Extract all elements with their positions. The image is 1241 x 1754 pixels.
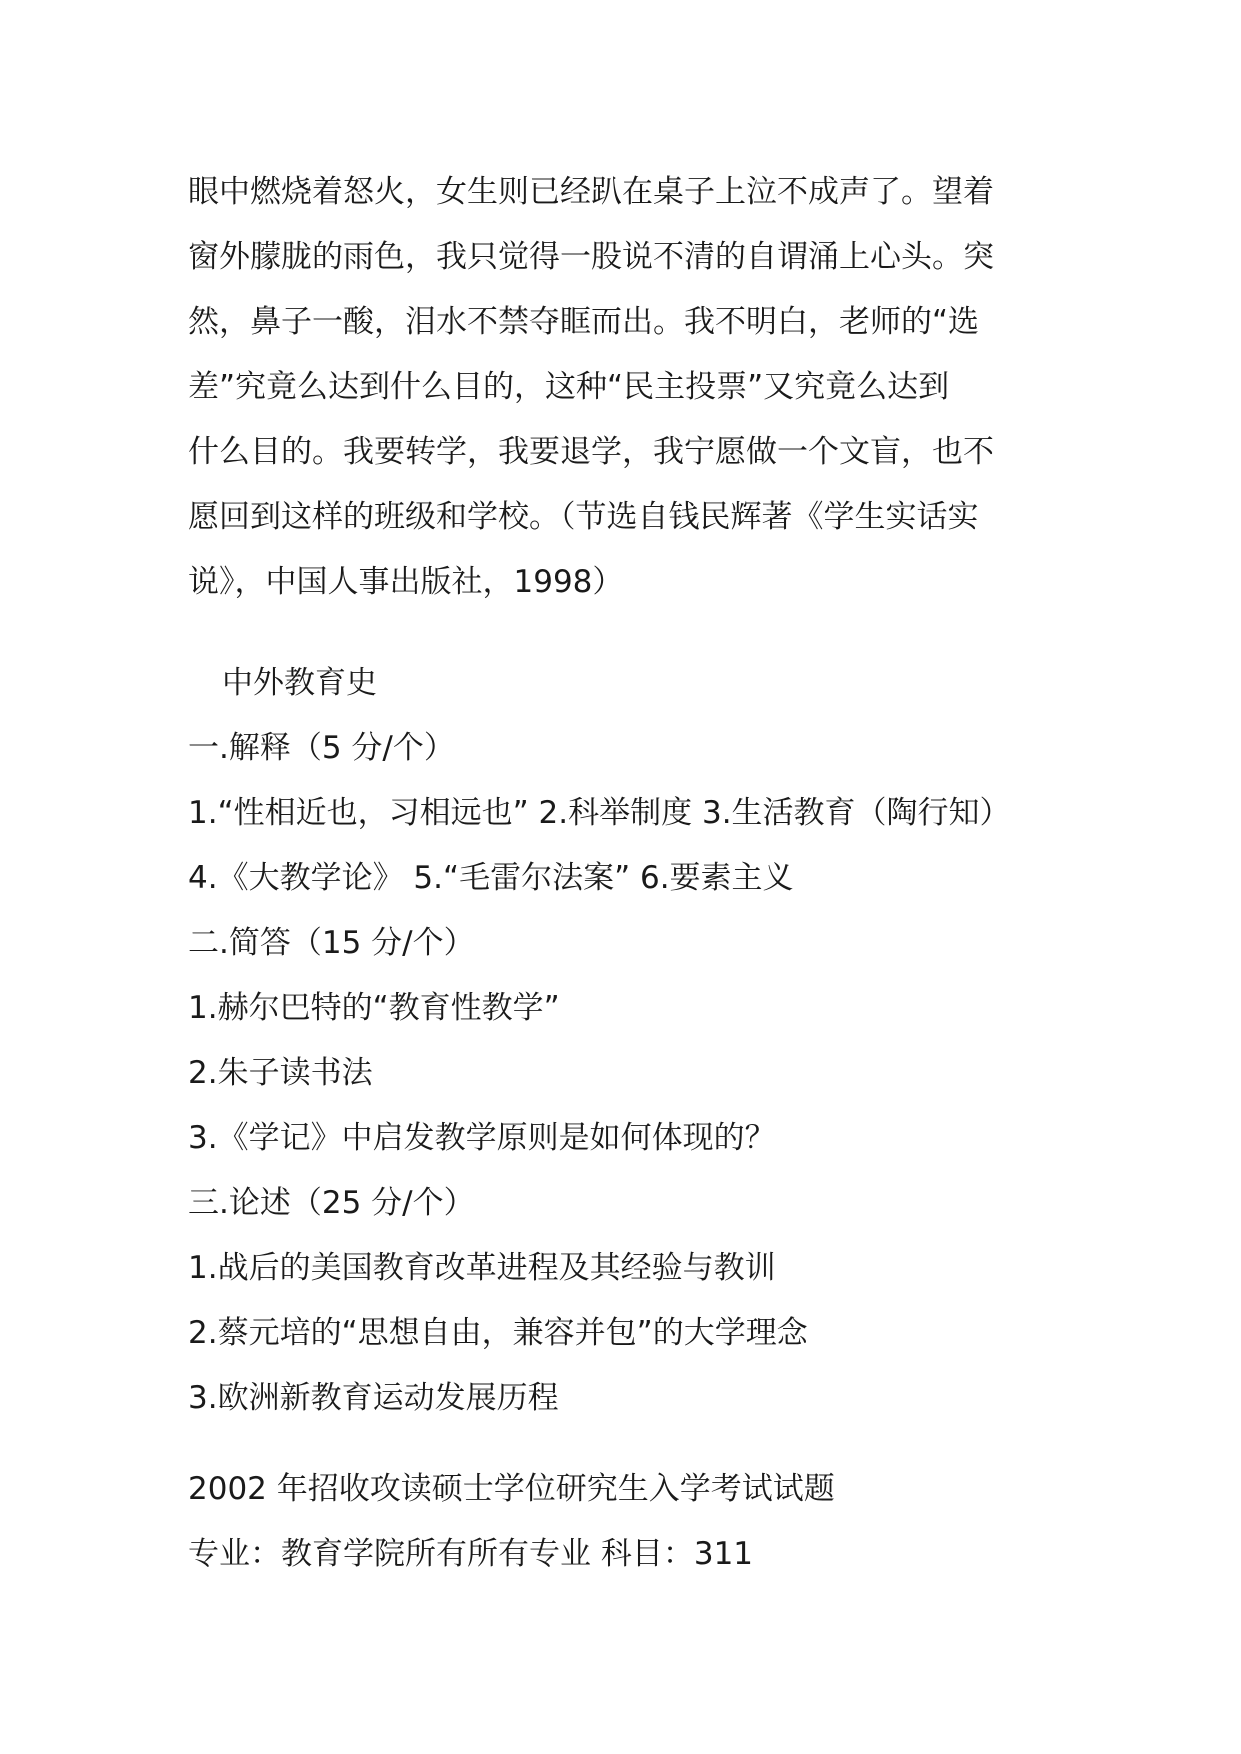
question-line: 1.“性相近也，习相远也” 2.科举制度 3.生活教育（陶行知） — [188, 795, 1011, 831]
section-heading-explain: 一.解释（5 分/个） — [188, 730, 455, 766]
question-line: 4.《大教学论》 5.“毛雷尔法案” 6.要素主义 — [188, 860, 794, 896]
question-line: 3.《学记》中启发教学原则是如何体现的？ — [188, 1120, 776, 1156]
page-content — [188, 160, 1068, 1587]
exam-questions — [188, 716, 1068, 1431]
exam-subtitle: 专业：教育学院所有所有专业 科目：311 — [188, 1536, 754, 1572]
section-heading-essay: 三.论述（25 分/个） — [188, 1185, 475, 1221]
spacer — [188, 1431, 1068, 1457]
question-line: 2.朱子读书法 — [188, 1055, 373, 1091]
question-line: 3.欧洲新教育运动发展历程 — [188, 1380, 559, 1416]
subject-title: 中外教育史 — [222, 665, 377, 701]
question-line: 1.战后的美国教育改革进程及其经验与教训 — [188, 1250, 776, 1286]
section-heading-short-answer: 二.简答（15 分/个） — [188, 925, 475, 961]
passage-line: 愿回到这样的班级和学校。（节选自钱民辉著《学生实话实 — [188, 499, 979, 535]
passage-line: 什么目的。我要转学，我要退学，我宁愿做一个文盲，也不 — [188, 434, 994, 470]
passage-line: 说》，中国人事出版社，1998） — [188, 564, 624, 600]
question-line: 1.赫尔巴特的“教育性教学” — [188, 990, 560, 1026]
passage-line: 窗外朦胧的雨色，我只觉得一股说不清的自谓涌上心头。突 — [188, 239, 994, 275]
exam-title: 2002 年招收攻读硕士学位研究生入学考试试题 — [188, 1471, 835, 1507]
passage-line: 差”究竟么达到什么目的，这种“民主投票”又究竟么达到 — [188, 369, 950, 405]
question-line: 2.蔡元培的“思想自由，兼容并包”的大学理念 — [188, 1315, 808, 1351]
passage-line: 眼中燃烧着怒火，女生则已经趴在桌子上泣不成声了。望着 — [188, 174, 994, 210]
passage-paragraph — [188, 160, 1068, 615]
passage-line: 然，鼻子一酸，泪水不禁夺眶而出。我不明白，老师的“选 — [188, 304, 980, 340]
